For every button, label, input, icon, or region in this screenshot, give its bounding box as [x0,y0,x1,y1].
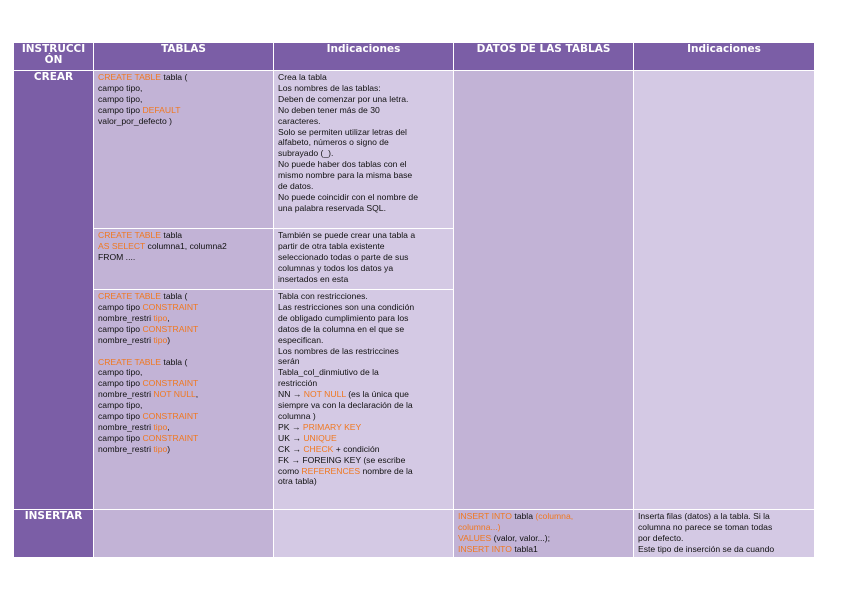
header-instruccion [14,43,94,71]
text-segment: de datos. [278,181,314,192]
datos-cell-empty [454,71,634,510]
text-segment: por defecto. [638,532,684,543]
text-segment: campo tipo [98,432,143,443]
code-cell [94,290,274,510]
text-segment: campo tipo [98,104,143,115]
text-segment: tabla ( [161,72,188,82]
text-segment: tabla ( [161,356,188,367]
text-line [278,476,449,487]
text-segment: de obligado cumplimiento para los [278,312,409,323]
text-segment: columna ) [278,410,316,421]
header-indicaciones-2: Indicaciones [634,43,815,71]
text-segment: seleccionado todas o parte de sus [278,251,409,262]
text-segment: insertados en esta [278,273,349,284]
sql-keyword: columna...) [458,521,501,532]
sql-keyword: VALUES [458,532,492,543]
text-line [98,422,269,433]
sql-keyword: NOT NULL [153,389,196,400]
text-line [278,94,449,105]
text-segment: una palabra reservada SQL. [278,202,386,213]
text-line [278,433,449,444]
text-line [278,302,449,313]
text-segment: , [167,312,170,323]
text-line [278,324,449,335]
text-segment: nombre_restri [98,443,154,454]
sql-keyword: AS SELECT [98,240,146,251]
text-segment: campo tipo, [98,82,143,93]
text-line [638,511,810,522]
text-segment: campo tipo [98,323,143,334]
text-line [98,444,269,455]
text-line [278,127,449,138]
text-segment: campo tipo, [98,367,143,378]
sql-keyword: tipo [153,334,168,345]
text-line [98,105,269,116]
text-segment: alfabeto, números o signo de [278,137,389,148]
text-segment: Deben de comenzar por una letra. [278,93,409,104]
text-segment: valor_por_defecto ) [98,115,173,126]
text-segment: campo tipo [98,378,143,389]
text-segment: (valor, valor...); [491,532,551,543]
sql-keyword: UNIQUE [303,432,337,443]
text-line [278,444,449,455]
text-segment: subrayado (_). [278,148,334,159]
sql-keyword: INSERT INTO [458,511,512,521]
text-segment: FROM .... [98,251,136,262]
instr-insertar: INSERTAR [14,510,94,558]
text-line [278,230,449,241]
text-segment: datos de la columna en el que se [278,323,405,334]
instr-crear: CREAR [14,71,94,510]
text-segment: + condición [333,443,380,454]
sql-keyword: PRIMARY KEY [302,421,362,432]
text-segment: tabla [511,511,536,521]
text-line [98,389,269,400]
text-line [278,274,449,285]
text-line [98,241,269,252]
text-segment: PK → [278,421,303,432]
text-segment: nombre_restri [98,389,154,400]
text-line [278,346,449,357]
text-segment: tabla1 [511,543,538,554]
text-line [98,72,269,83]
text-line [98,83,269,94]
text-segment: nombre_restri [98,312,154,323]
text-line [458,533,629,544]
text-segment: siempre va con la declaración de la [278,400,413,411]
insertar-data-notes-cell [634,510,815,558]
text-line [278,313,449,324]
text-line [638,544,810,555]
text-line [278,72,449,83]
text-segment: columna no parece se toman todas [638,521,773,532]
text-line [278,170,449,181]
sql-keyword: DEFAULT [142,104,181,115]
text-segment: Inserta filas (datos) a la tabla. Si la [638,511,770,521]
text-line [278,356,449,367]
text-line [278,455,449,466]
text-line [98,335,269,346]
insertar-row [14,510,815,558]
text-line [278,116,449,127]
sql-keyword: INSERT INTO [458,543,512,554]
sql-keyword: CREATE TABLE [98,72,162,82]
sql-keyword: NOT NULL [303,389,346,400]
text-segment: nombre_restri [98,421,154,432]
text-line [278,105,449,116]
text-segment: Tabla_col_dinmiutivo de la [278,367,379,378]
text-segment: FK → FOREING KEY (se escribe [278,454,406,465]
text-line [278,400,449,411]
text-segment: columnas y todos los datos ya [278,262,394,273]
text-line [278,252,449,263]
text-line [278,378,449,389]
text-line [278,263,449,274]
text-line [638,533,810,544]
text-line [98,291,269,302]
notes-cell [274,290,454,510]
text-line [98,313,269,324]
sql-keyword: REFERENCES [301,465,361,476]
text-segment: serán [278,356,300,367]
text-segment: Este tipo de inserción se da cuando [638,543,775,554]
text-line [98,400,269,411]
insertar-data-cell [454,510,634,558]
text-line [458,511,629,522]
header-instruccion-line2: ÓN [44,54,63,66]
sql-keyword: CONSTRAINT [142,411,199,422]
text-segment: tabla ( [161,291,188,301]
sql-keyword: tipo [153,421,168,432]
text-segment: , [195,389,199,400]
text-line [278,241,449,252]
text-line [458,522,629,533]
sql-reference-table [13,42,815,558]
text-line [638,522,810,533]
text-segment: tabla [161,230,183,240]
insertar-notes-empty [274,510,454,558]
text-segment: nombre de la [360,465,413,476]
code-cell [94,71,274,229]
sql-keyword: CHECK [303,443,334,454]
text-line [98,252,269,263]
sql-keyword: (columna, [535,511,574,521]
text-line [278,411,449,422]
text-line [98,324,269,335]
header-row [14,43,815,71]
sql-keyword: tipo [153,443,168,454]
text-segment: ) [167,443,171,454]
text-segment: columna1, columna2 [145,240,227,251]
text-segment: Las restricciones son una condición [278,301,415,312]
text-segment: No puede coincidir con el nombre de [278,191,418,202]
text-segment: Los nombres de las restriccines [278,345,399,356]
blank-line [98,346,269,357]
sql-keyword: CREATE TABLE [98,230,162,240]
sql-keyword: CONSTRAINT [142,432,199,443]
crear-row-1 [14,71,815,229]
text-line [278,83,449,94]
text-line [98,357,269,368]
text-segment: Solo se permiten utilizar letras del [278,126,407,137]
text-line [278,159,449,170]
text-line [278,203,449,214]
text-line [98,94,269,105]
text-segment: CK → [278,443,304,454]
text-line [278,137,449,148]
header-instruccion-line1: INSTRUCCI [21,43,86,55]
text-segment: UK → [278,432,304,443]
text-line [278,148,449,159]
text-segment: campo tipo [98,301,143,312]
text-line [278,466,449,477]
text-line [98,433,269,444]
sql-keyword: CREATE TABLE [98,356,162,367]
text-segment: restricción [278,378,318,389]
text-segment: Tabla con restricciones. [278,291,368,301]
notes-cell [274,229,454,290]
text-segment: Los nombres de las tablas: [278,82,381,93]
text-line [278,291,449,302]
text-segment: como [278,465,302,476]
text-line [98,302,269,313]
notes-cell [274,71,454,229]
text-segment: caracteres. [278,115,321,126]
sql-keyword: tipo [153,312,168,323]
sql-keyword: CONSTRAINT [142,323,199,334]
sql-keyword: CREATE TABLE [98,291,162,301]
text-line [98,367,269,378]
text-segment: No deben tener más de 30 [278,104,380,115]
text-segment: otra tabla) [278,476,317,487]
text-segment: campo tipo [98,411,143,422]
text-line [98,411,269,422]
text-segment: No puede haber dos tablas con el [278,159,407,170]
sql-keyword: CONSTRAINT [142,301,199,312]
text-line [98,378,269,389]
text-line [278,192,449,203]
text-segment: NN → [278,389,304,400]
text-line [278,367,449,378]
text-line [278,181,449,192]
text-line [278,335,449,346]
text-line [278,389,449,400]
text-segment: campo tipo, [98,93,143,104]
text-segment: partir de otra tabla existente [278,240,385,251]
text-line [278,422,449,433]
code-cell [94,229,274,290]
text-segment: , [167,421,170,432]
text-segment: especifican. [278,334,324,345]
text-segment: ) [167,334,171,345]
insertar-code-empty [94,510,274,558]
text-segment: (es la única que [345,389,409,400]
text-segment: También se puede crear una tabla a [278,230,416,240]
sql-keyword: CONSTRAINT [142,378,199,389]
text-segment: Crea la tabla [278,72,327,82]
header-datos-tablas: DATOS DE LAS TABLAS [454,43,634,71]
text-segment: mismo nombre para la misma base [278,170,413,181]
header-tablas: TABLAS [94,43,274,71]
text-line [98,230,269,241]
text-line [98,116,269,127]
text-line [458,544,629,555]
datos-notes-cell-empty [634,71,815,510]
text-segment: campo tipo, [98,400,143,411]
text-segment: nombre_restri [98,334,154,345]
header-indicaciones: Indicaciones [274,43,454,71]
